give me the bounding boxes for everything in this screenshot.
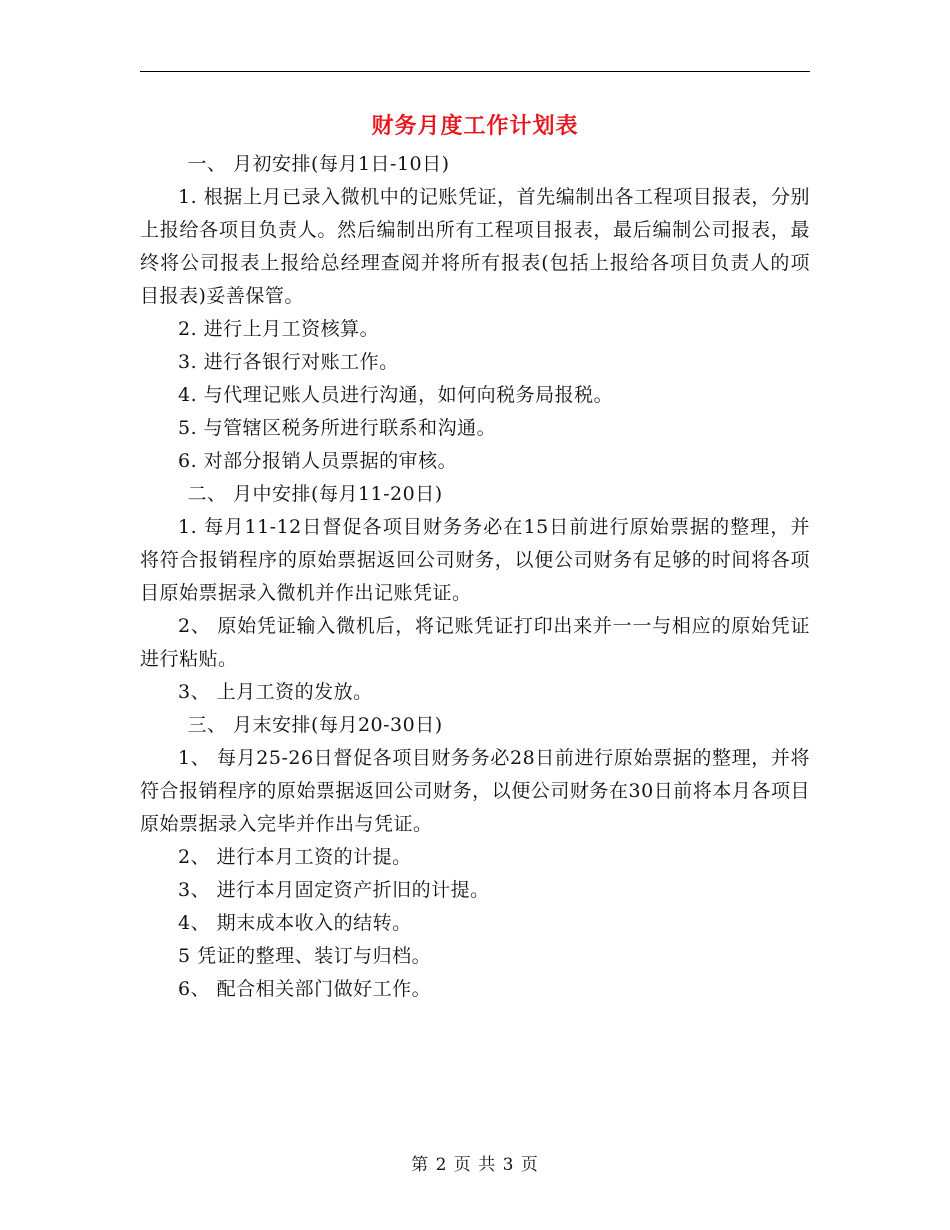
- section-1-item-6: 6. 对部分报销人员票据的审核。: [178, 450, 458, 472]
- section-3-item-6: 6、 配合相关部门做好工作。: [178, 978, 432, 1000]
- section-heading-2: 二、 月中安排(每月11-20日): [187, 483, 443, 505]
- section-3-item-4: 4、 期末成本收入的结转。: [178, 912, 412, 934]
- section-2-item-3: 3、 上月工资的发放。: [178, 681, 373, 703]
- section-heading-1: 一、 月初安排(每月1日-10日): [187, 153, 450, 175]
- section-heading-3: 三、 月末安排(每月20-30日): [187, 714, 443, 736]
- section-3-item-1: 1、 每月25-26日督促各项目财务务必28日前进行原始票据的整理，并将符合报销程序的原始票据返回公司财务，以便公司财务在30日前将本月各项目原始票据录入完毕并作出与凭证。: [140, 747, 810, 835]
- section-3-item-5: 5 凭证的整理、装订与归档。: [178, 945, 432, 967]
- document-body: [140, 148, 810, 1006]
- section-1-item-5: 5. 与管辖区税务所进行联系和沟通。: [178, 417, 497, 439]
- section-2-item-2: 2、 原始凭证输入微机后，将记账凭证打印出来并一一与相应的原始凭证进行粘贴。: [140, 615, 810, 670]
- document-title: 财务月度工作计划表: [371, 113, 579, 139]
- section-1-item-2: 2. 进行上月工资核算。: [178, 318, 380, 340]
- section-1-item-4: 4. 与代理记账人员进行沟通，如何向税务局报税。: [178, 384, 614, 406]
- header-rule: [140, 71, 810, 72]
- section-2-item-1: 1. 每月11-12日督促各项目财务务必在15日前进行原始票据的整理，并将符合报销程序的原始票据返回公司财务，以便公司财务有足够的时间将各项目原始票据录入微机并作出记账凭证。: [140, 516, 810, 604]
- section-1-item-1: 1. 根据上月已录入微机中的记账凭证，首先编制出各工程项目报表，分别上报给各项目负责人。然后编制出所有工程项目报表，最后编制公司报表，最终将公司报表上报给总经理查阅并将所有报表(包括上报给各项目负责人的项目报表)妥善保管。: [140, 186, 810, 307]
- page-number: 第 2 页 共 3 页: [411, 1155, 539, 1175]
- section-1-item-3: 3. 进行各银行对账工作。: [178, 351, 399, 373]
- section-3-item-3: 3、 进行本月固定资产折旧的计提。: [178, 879, 490, 901]
- section-3-item-2: 2、 进行本月工资的计提。: [178, 846, 412, 868]
